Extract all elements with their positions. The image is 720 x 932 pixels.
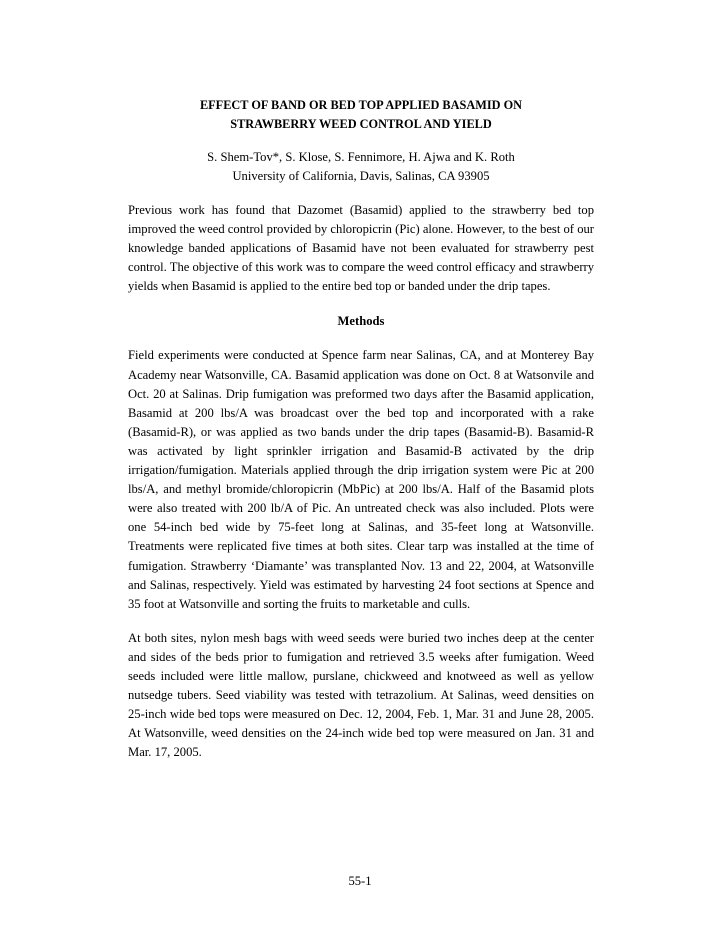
methods-heading: Methods: [337, 314, 385, 329]
title-line-2: STRAWBERRY WEED CONTROL AND YIELD: [230, 117, 492, 131]
title-line-1: EFFECT OF BAND OR BED TOP APPLIED BASAMID ON: [199, 98, 523, 112]
page-number: 55-1: [348, 874, 372, 888]
methods-paragraph-2: At both sites, nylon mesh bags with weed seeds were buried two inches deep at the center and sides of the beds prior to fumigation and retrieved 3.5 weeks after fumigation. Weed seeds included were little mallow, purslane, chickweed and knotweed as well as yellow nutsedge tubers. Seed viability was tested with tetrazolium. At Salinas, weed densities on 25-inch wide bed tops were measured on Dec. 12, 2004, Feb. 1, Mar. 31 and June 28, 2005. At Watsonville, weed densities on the 24-inch wide bed top were measured on Jan. 31 and Mar. 17, 2005.: [128, 630, 594, 760]
author-block: [128, 148, 594, 186]
methods-paragraph-1: Field experiments were conducted at Spence farm near Salinas, CA, and at Monterey Bay Academy near Watsonville, CA. Basamid application was done on Oct. 8 at Watsonvile and Oct. 20 at Salinas. Drip fumigation was preformed two days after the Basamid application, Basamid at 200 lbs/A was broadcast over the bed top and incorporated with a rake (Basamid-R), or was applied as two bands under the drip tapes (Basamid-B). Basamid-R was activated by light sprinkler irrigation and Basamid-B activated by the drip irrigation/fumigation. Materials applied through the drip irrigation system were Pic at 200 lbs/A, and methyl bromide/chloropicrin (MbPic) at 200 lbs/A. Half of the Basamid plots were also treated with 200 lb/A of Pic. An untreated check was also included. Plots were one 54-inch bed wide by 75-feet long at Salinas, and 35-feet long at Watsonville. Treatments were replicated five times at both sites. Clear tarp was installed at the time of fumigation. Strawberry ‘Diamante’ was transplanted Nov. 13 and 22, 2004, at Watsonville and Salinas, respectively. Yield was estimated by harvesting 24 foot sections at Spence and 35 foot at Watsonville and sorting the fruits to marketable and culls.: [128, 348, 594, 611]
author-names: S. Shem-Tov*, S. Klose, S. Fennimore, H. Ajwa and K. Roth: [207, 150, 515, 164]
paper-title: [128, 96, 594, 134]
paper-page: [128, 96, 594, 762]
author-affiliation: University of California, Davis, Salinas, CA 93905: [232, 169, 490, 183]
intro-paragraph: Previous work has found that Dazomet (Basamid) applied to the strawberry bed top improved the weed control provided by chloropicrin (Pic) alone. However, to the best of our knowledge banded applications of Basamid have not been evaluated for strawberry pest control. The objective of this work was to compare the weed control efficacy and strawberry yields when Basamid is applied to the entire bed top or banded under the drip tapes.: [128, 203, 594, 294]
